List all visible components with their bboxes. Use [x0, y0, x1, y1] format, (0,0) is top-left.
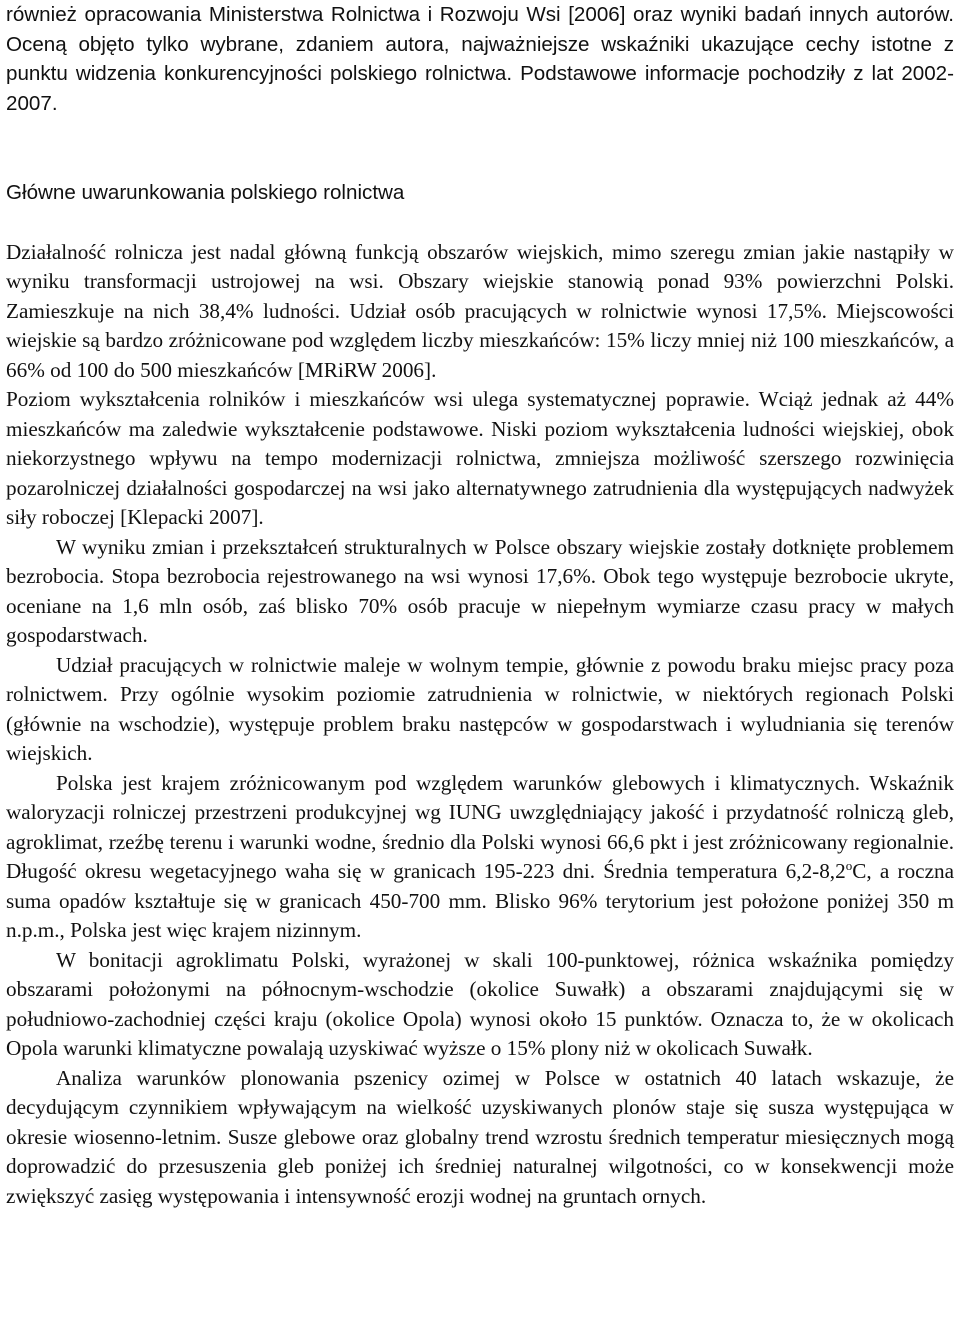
paragraph-wheat-analysis: Analiza warunków plonowania pszenicy ozimej w Polsce w ostatnich 40 latach wskazuje, że decydującym czynnikiem wpływającym na wielkość uzyskiwanych plonów staje się susza występująca w okresie wiosenno-letnim. Susze glebowe oraz globalny trend wzrostu średnich temperatur miesięcznych mogą doprowadzić do przesuszenia gleb poniżej ich średniej naturalnej wilgotności, co w konsekwencji może zwiększyć zasięg występowania i intensywność erozji wodnej na gruntach ornych. — [6, 1065, 954, 1208]
section-heading: Główne uwarunkowania polskiego rolnictwa — [6, 181, 405, 204]
paragraph-climate — [6, 769, 954, 946]
paragraph-climate-part2: C, a roczna suma opadów kształtuje się w granicach 450-700 mm. Blisko 96% terytorium jest położone poniżej 350 m n.p.m., Polska jest więc krajem nizinnym. — [6, 859, 954, 942]
paragraph-employment: Udział pracujących w rolnictwie maleje w wolnym tempie, głównie z powodu braku miejsc pracy poza rolnictwem. Przy ogólnie wysokim poziomie zatrudnienia w rolnictwie, w niektórych regionach Polski (głównie na wschodzie), występuje problem braku następców w gospodarstwach i wyludniania się terenów wiejskich. — [6, 652, 954, 765]
paragraph-climate-part1: Polska jest krajem zróżnicowanym pod względem warunków glebowych i klimatycznych. Wskaźnik waloryzacji rolniczej przestrzeni produkcyjnej wg IUNG uwzględniający jakość i przydatność rolniczą gleb, agroklimat, rzeźbę terenu i warunki wodne, średnio dla Polski wynosi 66,6 pkt i jest zróżnicowany regionalnie. Długość okresu wegetacyjnego waha się w granicach 195-223 dni. Średnia temperatura 6,2-8,2 — [6, 770, 954, 883]
intro-paragraph: również opracowania Ministerstwa Rolnictwa i Rozwoju Wsi [2006] oraz wyniki badań innych autorów. Oceną objęto tylko wybrane, zdaniem autora, najważniejsze wskaźniki ukazujące cechy istotne z punktu widzenia konkurencyjności polskiego rolnictwa. Podstawowe informacje pochodziły z lat 2002-2007. — [6, 3, 954, 115]
paragraph-rural-areas: Działalność rolnicza jest nadal główną funkcją obszarów wiejskich, mimo szeregu zmian jakie nastąpiły w wyniku transformacji ustrojowej na wsi. Obszary wiejskie stanowią ponad 93% powierzchni Polski. Zamieszkuje na nich 38,4% ludności. Udział osób pracujących w rolnictwie wynosi 17,5%. Miejscowości wiejskie są bardzo zróżnicowane pod względem liczby mieszkańców: 15% liczy mniej niż 100 mieszkańców, a 66% od 100 do 500 mieszkańców [MRiRW 2006]. — [6, 239, 954, 382]
paragraph-agroclimate: W bonitacji agroklimatu Polski, wyrażonej w skali 100-punktowej, różnica wskaźnika pomiędzy obszarami położonymi na północnym-wschodzie (okolice Suwałk) a obszarami znajdującymi się w południowo-zachodniej części kraju (okolice Opola) wynosi około 15 punktów. Oznacza to, że w okolicach Opola warunki klimatyczne powalają uzyskiwać wyższe o 15% plony niż w okolicach Suwałk. — [6, 947, 954, 1060]
degree-superscript: o — [845, 857, 853, 873]
paragraph-unemployment: W wyniku zmian i przekształceń strukturalnych w Polsce obszary wiejskie zostały dotknięte problemem bezrobocia. Stopa bezrobocia rejestrowanego na wsi wynosi 17,6%. Obok tego występuje bezrobocie ukryte, oceniane na 1,6 mln osób, zaś blisko 70% osób pracuje w niepełnym wymiarze czasu pracy w małych gospodarstwach. — [6, 534, 954, 647]
paragraph-education: Poziom wykształcenia rolników i mieszkańców wsi ulega systematycznej poprawie. Wciąż jednak aż 44% mieszkańców ma zaledwie wykształcenie podstawowe. Niski poziom wykształcenia ludności wiejskiej, obok niekorzystnego wpływu na tempo modernizacji rolnictwa, zmniejsza możliwość szerszego rozwinięcia pozarolniczej działalności gospodarczej na wsi jako alternatywnego zatrudnienia dla występujących nadwyżek siły roboczej [Klepacki 2007]. — [6, 387, 954, 529]
